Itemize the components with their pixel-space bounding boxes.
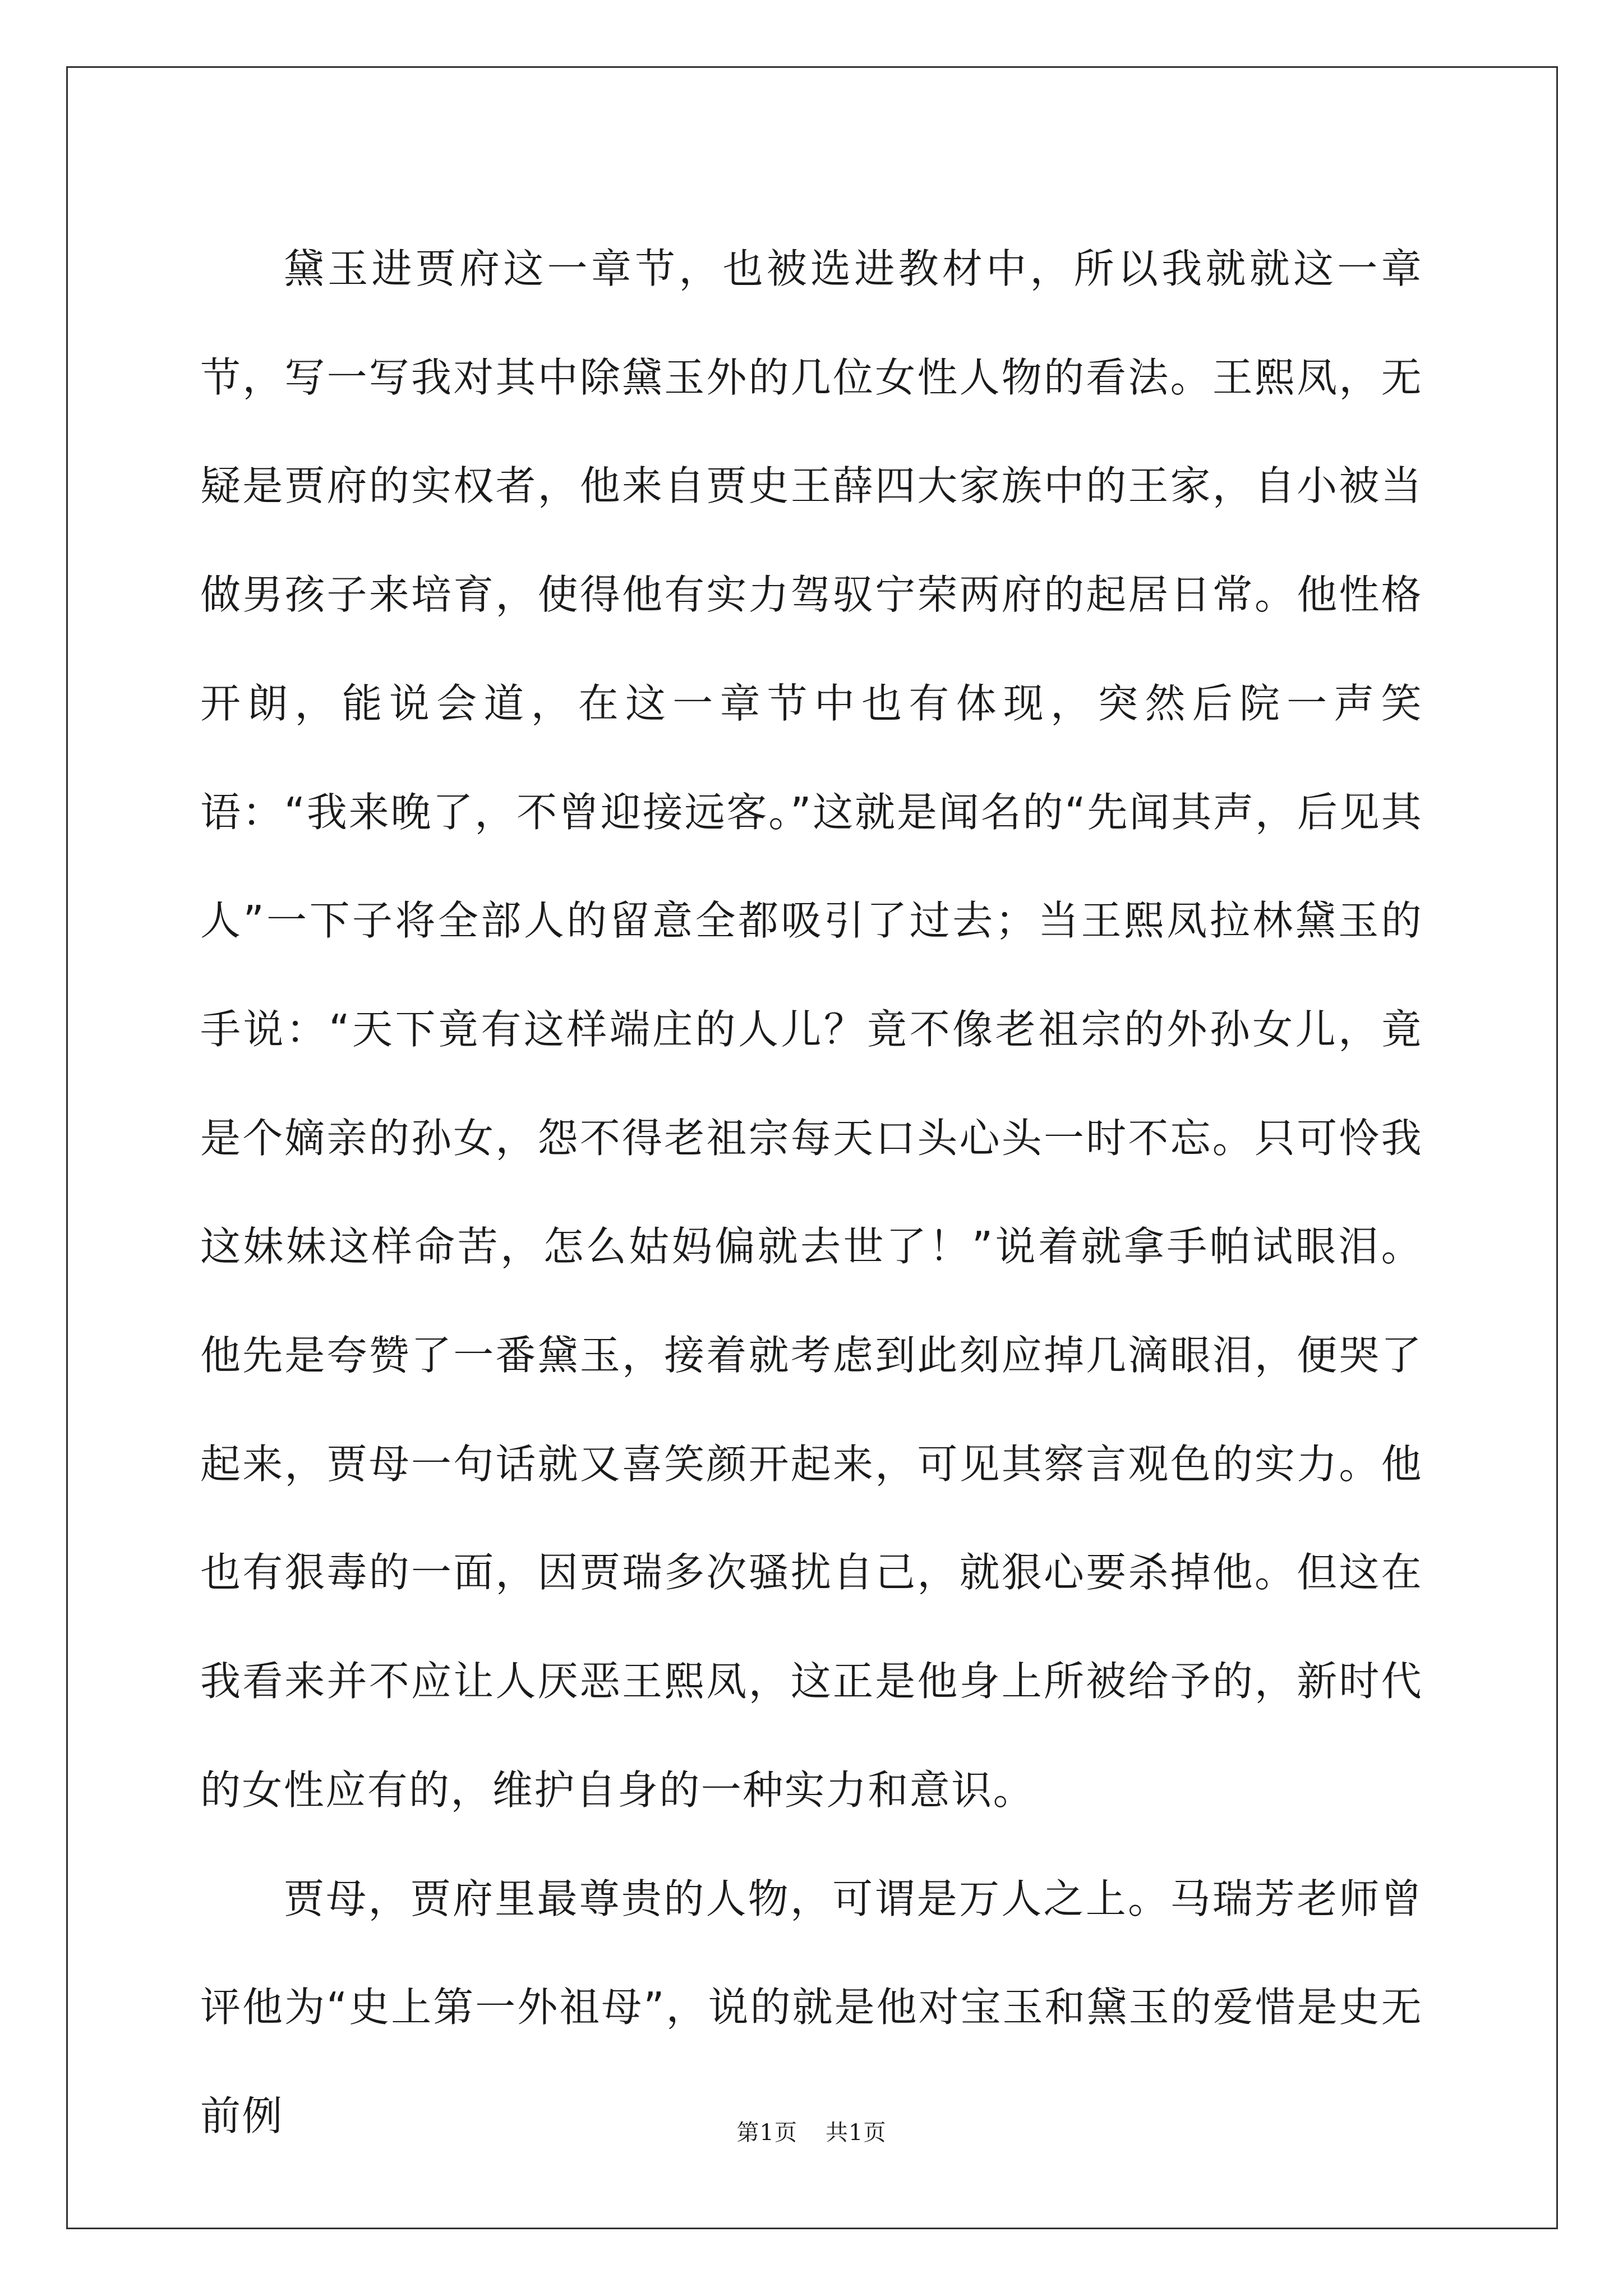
page-footer bbox=[0, 2115, 1623, 2147]
paragraph-2: 贾母，贾府里最尊贵的人物，可谓是万人之上。马瑞芳老师曾评他为“史上第一外祖母”，说的就是他对宝玉和黛玉的爱惜是史无前例 bbox=[200, 1875, 1423, 2139]
paragraph-1: 黛玉进贾府这一章节，也被选进教材中，所以我就就这一章节，写一写我对其中除黛玉外的几位女性人物的看法。王熙凤，无疑是贾府的实权者，他来自贾史王薛四大家族中的王家，自小被当做男孩子来培育，使得他有实力驾驭宁荣两府的起居日常。他性格开朗，能说会道，在这一章节中也有体现，突然后院一声笑语：“我来晚了，不曾迎接远客。”这就是闻名的“先闻其声，后见其人”一下子将全部人的留意全都吸引了过去；当王熙凤拉林黛玉的手说：“天下竟有这样端庄的人儿？竟不像老祖宗的外孙女儿，竟是个嫡亲的孙女，怨不得老祖宗每天口头心头一时不忘。只可怜我这妹妹这样命苦，怎么姑妈偏就去世了！”说着就拿手帕试眼泪。他先是夸赞了一番黛玉，接着就考虑到此刻应掉几滴眼泪，便哭了起来，贾母一句话就又喜笑颜开起来，可见其察言观色的实力。他也有狠毒的一面，因贾瑞多次骚扰自己，就狠心要杀掉他。但这在我看来并不应让人厌恶王熙凤，这正是他身上所被给予的，新时代的女性应有的，维护自身的一种实力和意识。 bbox=[200, 245, 1423, 1814]
document-body bbox=[200, 215, 1423, 2171]
page-number: 第1页 bbox=[736, 2120, 797, 2146]
page-total: 共1页 bbox=[826, 2120, 887, 2146]
